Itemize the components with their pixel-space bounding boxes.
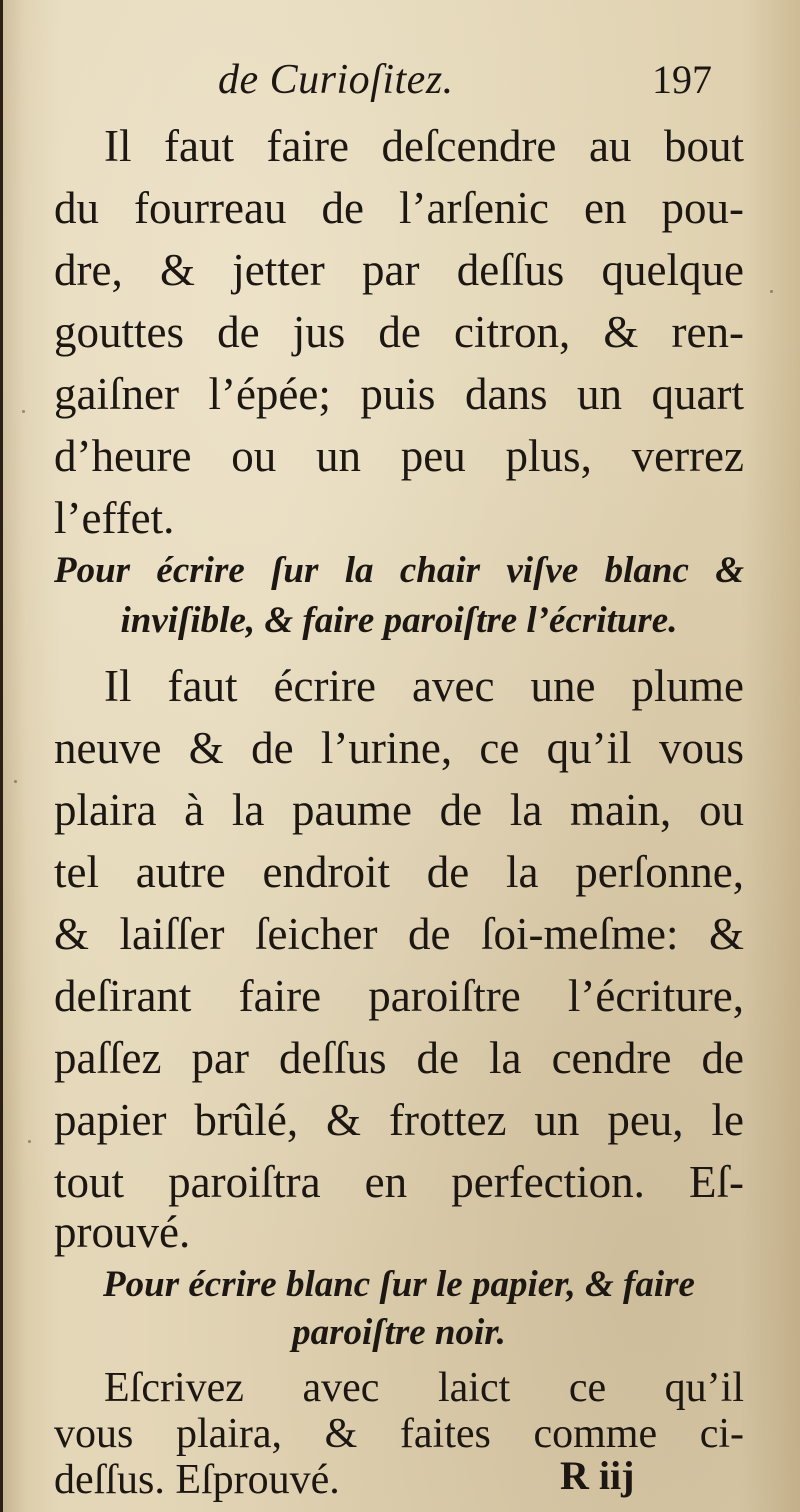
text-line: Eſcrivez avec laict ce qu’il xyxy=(104,1365,744,1411)
text-line: plaira à la paume de la main, ou xyxy=(54,785,744,835)
text-line: dre, & jetter par deſſus quelque xyxy=(54,245,744,295)
text-line: l’effet. xyxy=(54,493,175,543)
page-header xyxy=(0,52,800,112)
text-line: & laiſſer ſeicher de ſoi-meſme: & xyxy=(54,909,744,959)
page-number: 197 xyxy=(652,57,712,102)
signature-mark: R iij xyxy=(560,1453,635,1498)
section-heading: inviſible, & faire paroiſtre l’écriture. xyxy=(120,600,678,641)
text-line: gouttes de jus de citron, & ren- xyxy=(54,307,744,357)
text-line: deſirant faire paroiſtre l’écriture, xyxy=(54,971,744,1021)
section-heading: Pour écrire ſur la chair viſve blanc & xyxy=(54,550,744,591)
text-line: tout paroiſtra en perfection. Eſ- xyxy=(54,1157,744,1207)
paper-speck xyxy=(770,290,773,293)
paper-speck xyxy=(14,780,17,783)
section-heading: paroiſtre noir. xyxy=(292,1312,506,1353)
text-line: gaiſner l’épée; puis dans un quart xyxy=(54,369,744,419)
section-heading: Pour écrire blanc ſur le papier, & faire xyxy=(103,1264,695,1305)
gutter-edge xyxy=(0,0,3,1512)
text-line: du fourreau de l’arſenic en pou- xyxy=(54,183,744,233)
text-line: Il faut écrire avec une plume xyxy=(104,661,744,711)
running-title: de Curioſitez. xyxy=(218,57,454,103)
text-line: deſſus. Eſprouvé. xyxy=(54,1457,340,1503)
text-line: tel autre endroit de la perſonne, xyxy=(54,847,744,897)
text-line: paſſez par deſſus de la cendre de xyxy=(54,1033,744,1083)
text-line: Il faut faire deſcendre au bout xyxy=(104,121,744,171)
text-line: prouvé. xyxy=(54,1207,191,1257)
text-line: vous plaira, & faites comme ci- xyxy=(54,1411,744,1457)
text-line: neuve & de l’urine, ce qu’il vous xyxy=(54,723,744,773)
text-line: papier brûlé, & frottez un peu, le xyxy=(54,1095,744,1145)
paper-speck xyxy=(28,1140,31,1143)
text-line: d’heure ou un peu plus, verrez xyxy=(54,431,744,481)
paper-speck xyxy=(22,410,25,413)
